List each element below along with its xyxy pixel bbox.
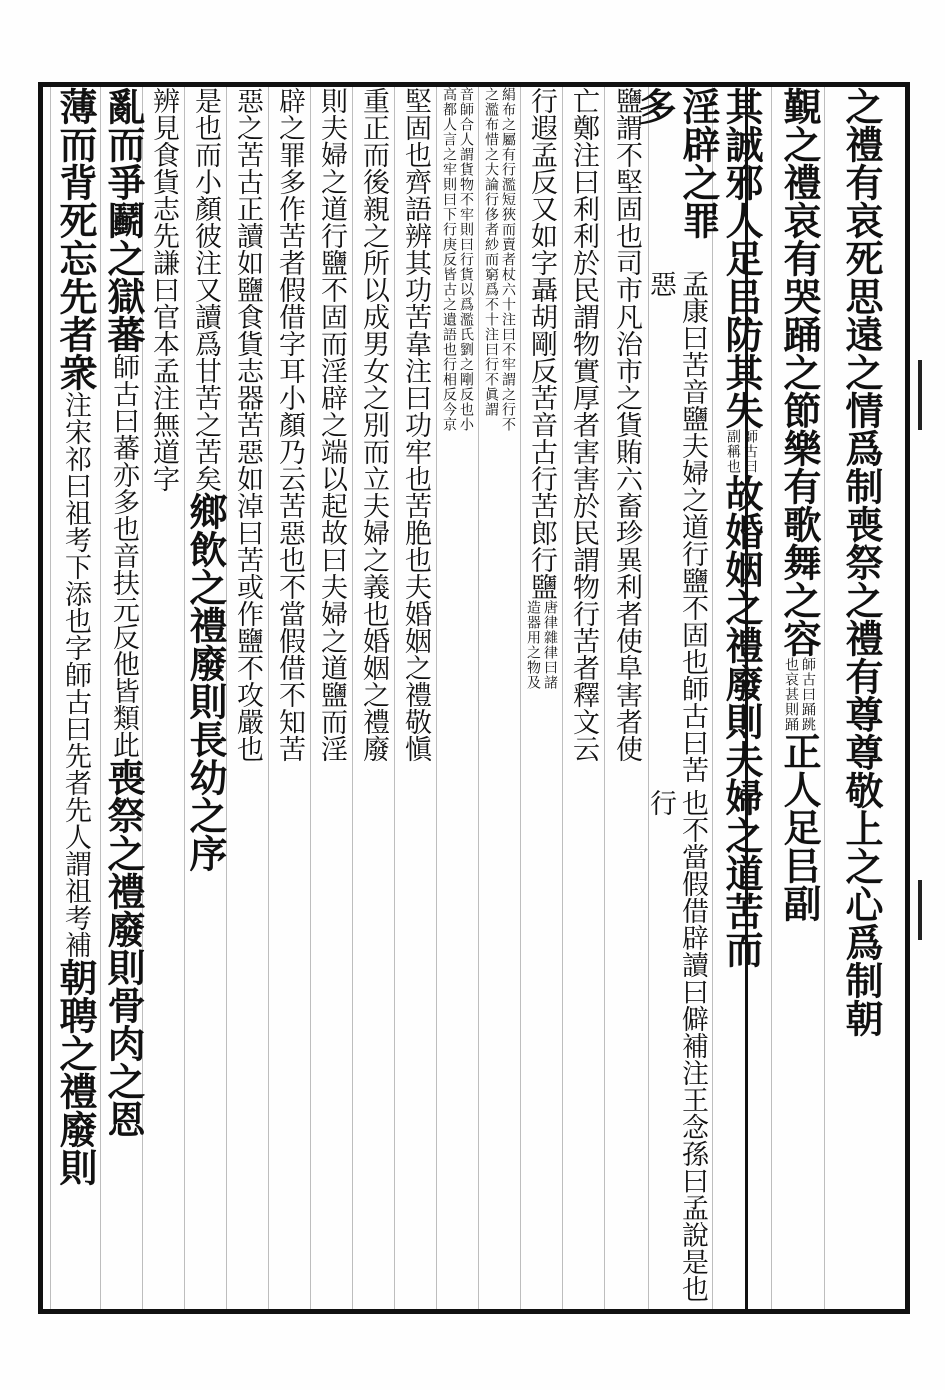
column-rule [310,87,311,1309]
column-rule [478,87,479,1309]
main-text: 故婚姻之禮廢則夫婦之道苦而 [719,474,764,968]
main-text: 淫辟之罪多 [632,87,721,239]
column-rule [520,87,521,1309]
double-line-annotation [482,87,516,432]
main-text: 亂而爭鬬之獄蕃 [101,87,146,353]
text-column [310,87,352,1309]
main-text: 其誠邪人足㠯防其失 [719,87,764,429]
double-line-annotation [724,429,758,474]
column-rule [648,87,649,1309]
commentary-text: 孟康曰苦音鹽夫婦之道行鹽不固也師古曰苦惡 [645,269,708,783]
margin-mark-top [918,360,922,430]
double-line-annotation [440,87,474,432]
commentary-text: 亡鄭注曰利利於民謂物實厚者害害於民謂物行苦者釋文云 [568,87,599,762]
annotation-left-line: 副稱也 [725,429,741,474]
text-column [604,87,648,1309]
commentary-text: 鹽謂不堅固也司市凡治市之貨賄六畜珍異利者使阜害者使 [611,87,642,762]
annotation-right-line: 唐律雜律曰諸 [542,600,558,690]
commentary-text: 則夫婦之道行鹽不固而淫辟之端以起故曰夫婦之道鹽而淫 [316,87,347,762]
main-text: 喪祭之禮廢則骨肉之恩 [101,758,146,1138]
annotation-right-line: 音師合人謂貨物不牢則曰行貨以爲濫氏劉之剛反也小 [458,87,474,432]
commentary-text: 注宋祁曰祖考下添也字 [60,391,91,661]
column-rule [50,87,51,1309]
commentary-text: 行遐孟反又如字聶胡剛反苦音古行苦郎行鹽 [526,87,557,600]
annotation-left-line: 之濫布惜之大論行侈者紗而窮爲不十注曰行不眞謂 [483,87,499,417]
commentary-text: 堅固也齊語辨其功苦韋注曰功牢也苦脃也夫婚姻之禮敬愼 [400,87,431,762]
column-rule [604,87,605,1309]
column-rule [352,87,353,1309]
text-column [184,87,226,1309]
main-text: 朝聘之禮廢則 [53,958,98,1186]
column-rule [184,87,185,1309]
annotation-left-line: 也哀甚則踊 [783,657,799,732]
annotation-left-line: 高都人言之牢則曰下行庚反皆古之遺語也行相反今京 [441,87,457,432]
main-text: 鄉飲之禮廢則長幼之序 [183,492,228,872]
annotation-left-line: 造器用之物及 [525,600,541,690]
text-column [562,87,604,1309]
text-column [478,87,520,1309]
text-column [142,87,184,1309]
main-text: 覲之禮哀有哭踊之節樂有歌舞之容 [777,87,822,657]
commentary-text: 辨見食貨志先謙曰官本孟注無道字 [148,87,179,492]
commentary-text: 重正而後親之所以成男女之別而立夫婦之義也婚姻之禮廢 [358,87,389,762]
double-line-annotation [524,600,558,690]
text-frame [38,82,910,1314]
commentary-text: 也不當假借辟讀曰僻補注王念孫曰孟說是也行 [645,789,708,1303]
text-column [100,87,146,1309]
column-rule [100,87,101,1309]
commentary-text: 惡之苦古正讀如鹽食貨志器苦惡如淖曰苦或作鹽不攻嚴也 [232,87,263,762]
commentary-text: 師古曰蕃亦多也音扶元反他皆類此 [108,353,139,758]
commentary-text: 師古曰先者先人謂祖考補 [60,661,91,958]
main-text: 之禮有哀死思遠之情爲制喪祭之禮有尊尊敬上之心爲制朝 [839,87,884,1037]
text-column [352,87,394,1309]
main-text: 正人足㠯副 [777,732,822,922]
main-text: 薄而背死忘先者衆 [53,87,98,391]
text-column [712,87,770,1309]
text-column [436,87,478,1309]
column-rule [436,87,437,1309]
annotation-right-line: 師古曰踊跳 [800,657,816,732]
text-column [824,87,898,1309]
column-rule [394,87,395,1309]
text-column [632,87,721,1309]
text-column [771,87,827,1309]
column-rule [268,87,269,1309]
annotation-right-line: 師古曰 [742,429,758,474]
text-column [520,87,562,1309]
column-rule [771,87,772,1309]
text-column [50,87,100,1309]
text-column [394,87,436,1309]
column-rule [712,87,713,1309]
text-column [268,87,310,1309]
double-line-annotation [782,657,816,732]
margin-mark-bottom [918,880,922,940]
commentary-text: 是也而小顏彼注又讀爲甘苦之苦矣 [190,87,221,492]
column-rule [562,87,563,1309]
commentary-text: 辟之罪多作苦者假借字耳小顏乃云苦惡也不當假借不知苦 [274,87,305,762]
annotation-right-line: 絹布之屬有行濫短狹而賣者杖六十注曰不牢謂之行不 [500,87,516,432]
text-column [226,87,268,1309]
